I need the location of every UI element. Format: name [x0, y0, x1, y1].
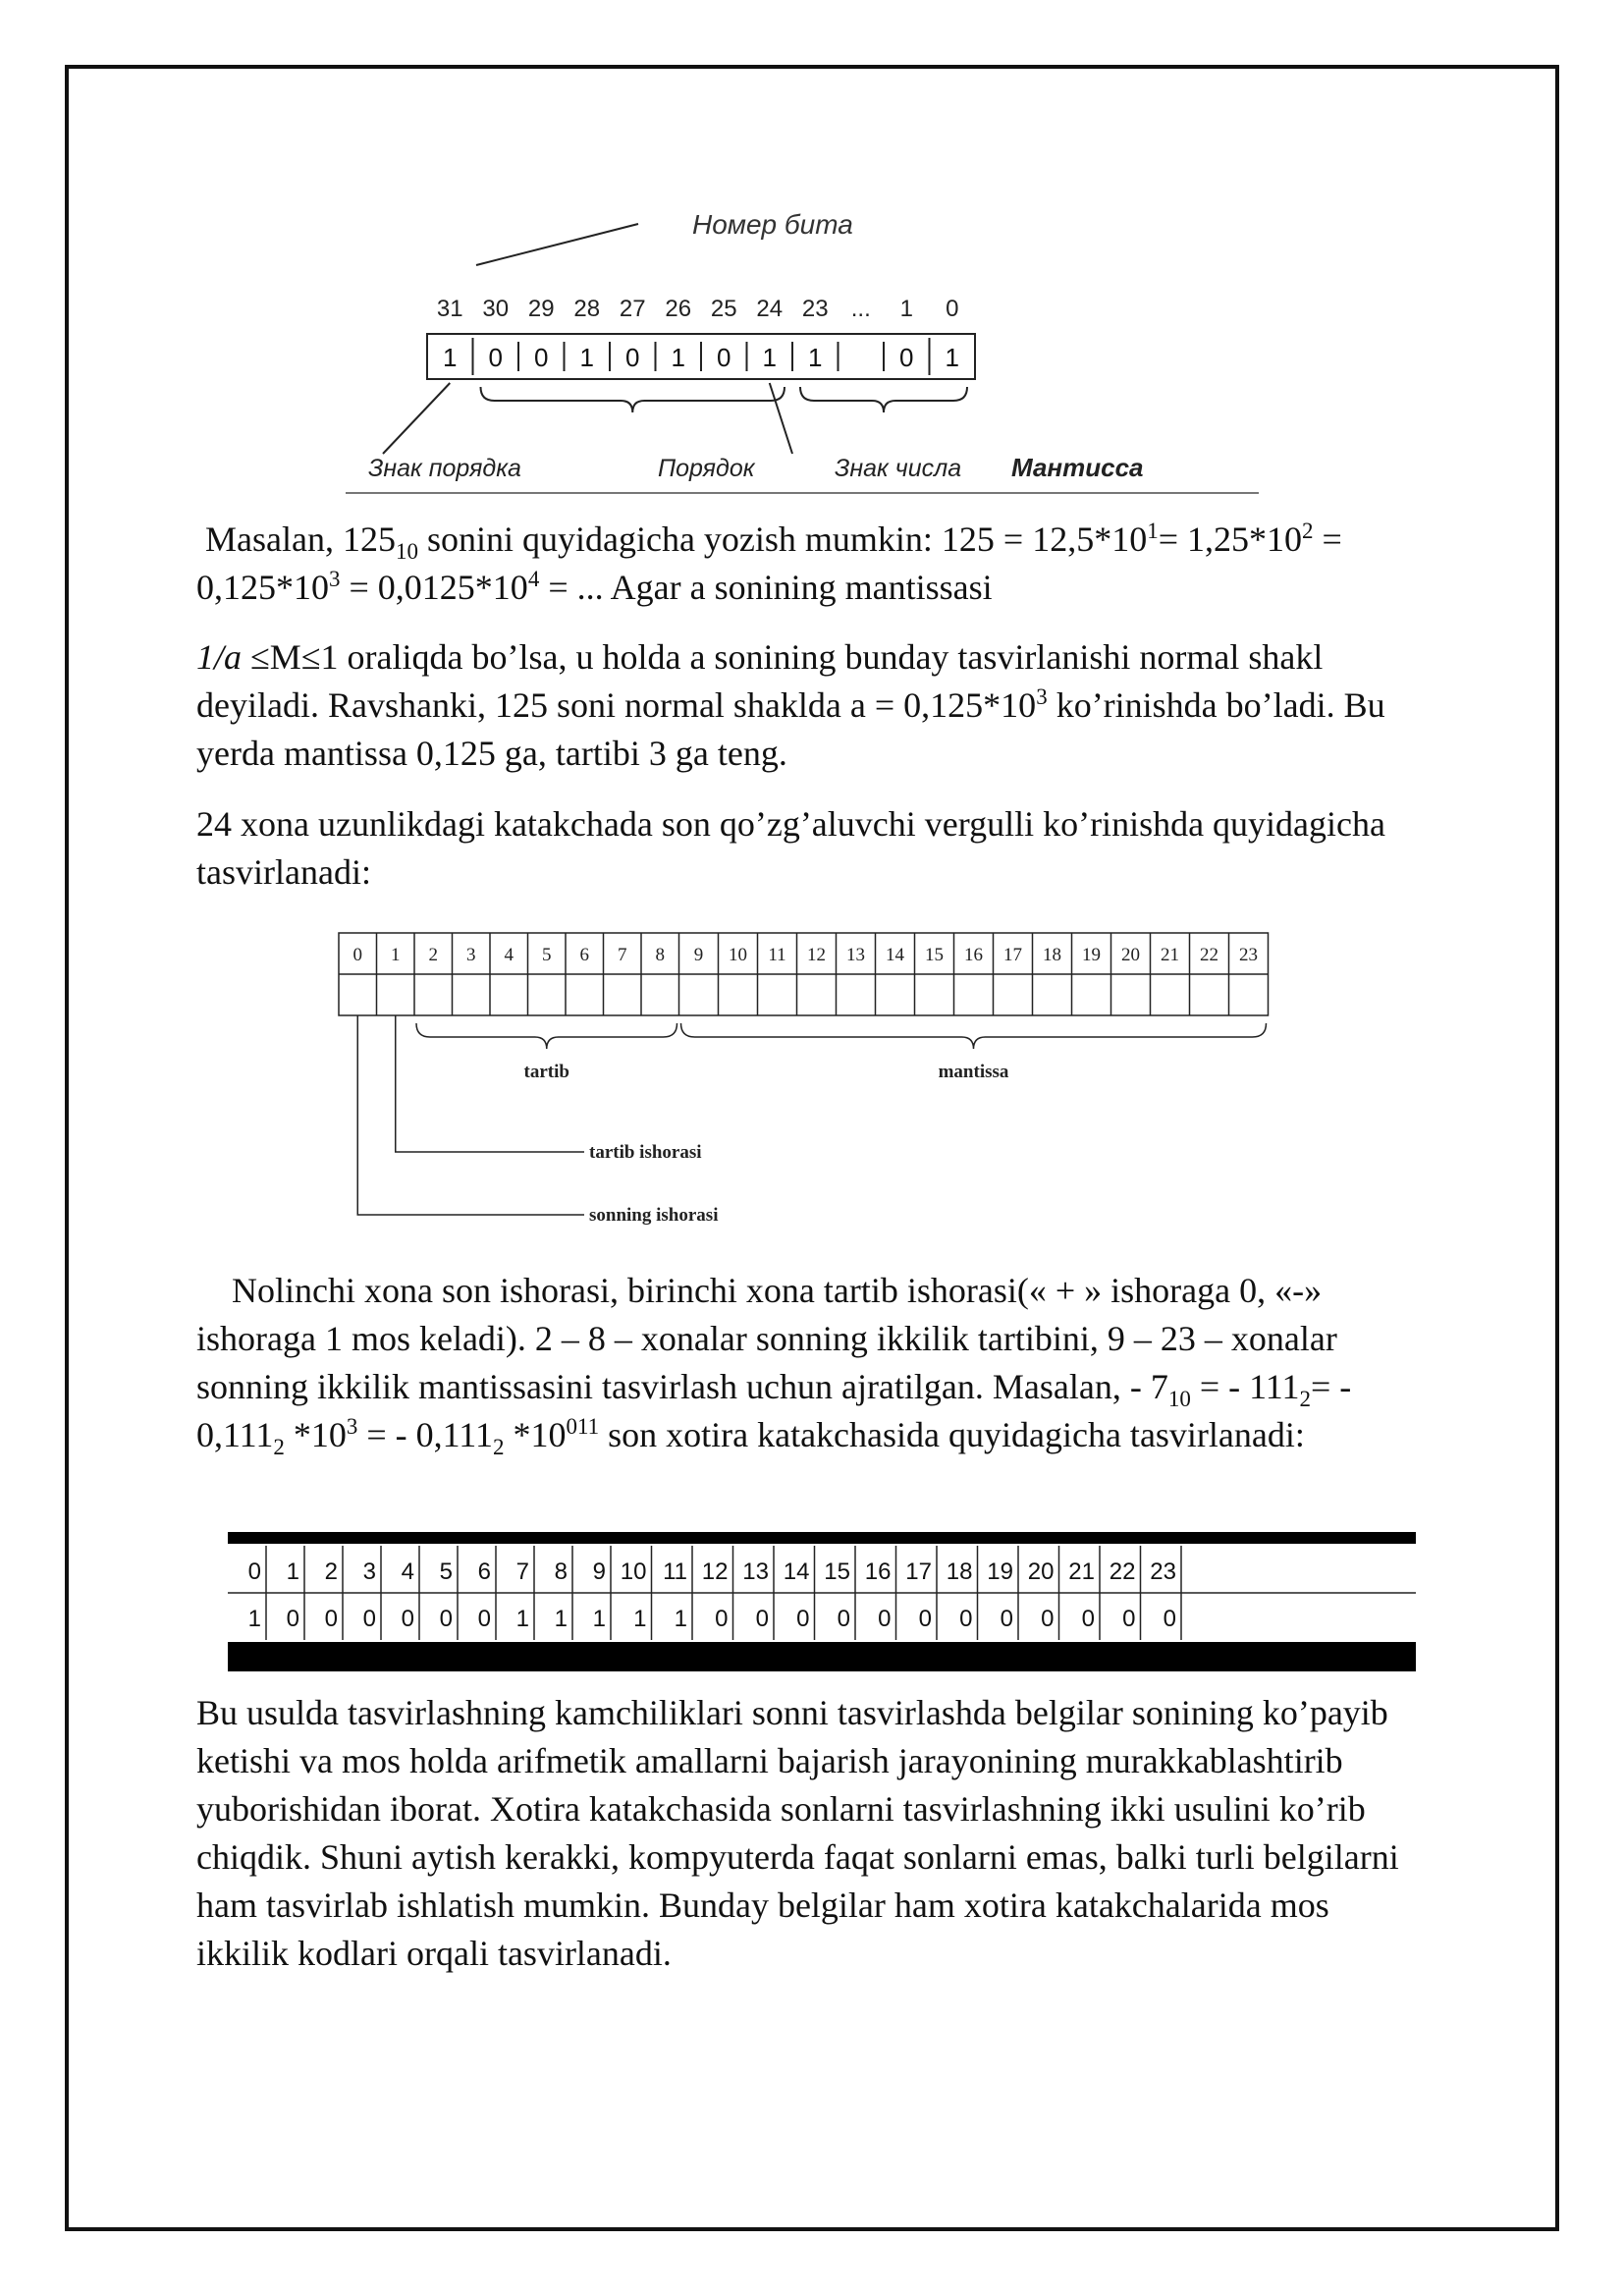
label-mantissa: mantissa	[938, 1062, 1009, 1082]
bit-number-title: Номер бита	[692, 209, 853, 240]
memory-cell-value: 0	[1041, 1606, 1055, 1632]
memory-cell-value: 0	[715, 1606, 729, 1632]
cell-number: 19	[1082, 945, 1101, 965]
bit-number: 27	[619, 296, 646, 322]
memory-cell-value: 1	[554, 1606, 568, 1632]
cell-number: 11	[768, 945, 786, 965]
cell-number: 15	[925, 945, 944, 965]
memory-cell-number: 15	[824, 1558, 850, 1585]
cell-number: 0	[352, 945, 362, 965]
paragraph-2: 1/a ≤M≤1 oraliqda bo’lsa, u holda a sonining bunday tasvirlanishi normal shakl deyiladi. Ravshanki, 125 soni normal shaklda $a = 0,125*10^3$ ko’rinishda bo’ladi. Bu yerda mantissa 0,125 ga, tartibi 3 ga teng.	[196, 637, 1385, 773]
memory-cell-number: 20	[1027, 1558, 1055, 1585]
memory-cell-value: 0	[401, 1606, 414, 1632]
cell-number: 13	[846, 945, 865, 965]
brace	[681, 1023, 1267, 1049]
bit-value: 0	[625, 343, 640, 372]
memory-cell-value: 0	[286, 1606, 299, 1632]
memory-cell-value: 0	[1163, 1606, 1176, 1632]
bit-number: 25	[710, 296, 737, 322]
cell-number: 10	[729, 945, 747, 965]
memory-cell-number: 23	[1150, 1558, 1176, 1585]
paragraph-5: Bu usulda tasvirlashning kamchiliklari sonni tasvirlashda belgilar sonining ko’payib ketishi va mos holda arifmetik amallarni bajarish jarayonining murakkablashtirib yuborishidan iborat. Xotira katakchasida sonlarni tasvirlashning ikki usulini ko’rib chiqdik. Shuni aytish kerakki, kompyuterda faqat sonlarni emas, balki turli belgilarni ham tasvirlab ishlatish mumkin. Bunday belgilar ham xotira katakchalarida mos ikkilik kodlari orqali tasvirlanadi.	[196, 1693, 1399, 1973]
bit-value: 1	[443, 343, 458, 372]
cell-number: 23	[1239, 945, 1258, 965]
cell-number: 20	[1121, 945, 1140, 965]
bit-value: 1	[808, 343, 823, 372]
paragraph-4: Nolinchi xona son ishorasi, birinchi xona tartib ishorasi(« + » ishoraga 0, «-» ishoraga 1 mos keladi). 2 – 8 – xonalar sonning ikkilik tartibini, 9 – 23 – xonalar sonning ikkilik mantissasini tasvirlash uchun ajratilgan. Masalan, - $7_{10}$ = - $111_2= - 0,111_2$ $*10^3$ = - $0,111_2$ $*10^{011}$ son xotira katakchasida quyidagicha tasvirlanadi:	[196, 1271, 1352, 1460]
bit-value: 0	[534, 343, 549, 372]
cell-number: 17	[1003, 945, 1022, 965]
cell-number: 1	[391, 945, 401, 965]
memory-cell-value: 0	[362, 1606, 376, 1632]
memory-cell-number: 6	[477, 1558, 491, 1585]
memory-cell-number: 0	[247, 1558, 261, 1585]
cell-number: 3	[466, 945, 476, 965]
bit-number: 31	[436, 296, 463, 322]
memory-cell-number: 11	[663, 1558, 687, 1585]
bit-number: 26	[665, 296, 692, 322]
bit-number: 23	[801, 296, 829, 322]
cell-number: 14	[886, 945, 904, 965]
cell-number: 4	[504, 945, 514, 965]
bit-number: ...	[850, 296, 871, 322]
memory-cell-number: 9	[592, 1558, 606, 1585]
memory-cell-value: 1	[633, 1606, 647, 1632]
bit-value: 1	[671, 343, 685, 372]
brace	[800, 387, 967, 412]
paragraph-1: Masalan, $125_{10}$ sonini quyidagicha yozish mumkin: $125 = 12,5*10^1= 1,25*10^2 = 0,125*10^3 = 0,0125*10^4$ = ... Agar a sonining mantissasi	[196, 519, 1342, 607]
memory-cell-number: 2	[324, 1558, 338, 1585]
cell-number: 16	[964, 945, 983, 965]
memory-cell-number: 7	[515, 1558, 529, 1585]
memory-cell-value: 0	[878, 1606, 892, 1632]
memory-cell-number: 10	[620, 1558, 647, 1585]
memory-cell-value: 1	[247, 1606, 261, 1632]
cell-number: 6	[579, 945, 589, 965]
bit-number: 1	[899, 296, 913, 322]
cell-number: 9	[693, 945, 704, 965]
cell-number: 21	[1161, 945, 1179, 965]
label-exponent: Порядок	[658, 455, 755, 482]
memory-cell-number: 3	[362, 1558, 376, 1585]
memory-cell-number: 18	[946, 1558, 973, 1585]
brace	[416, 1023, 677, 1049]
label-tartib: tartib	[523, 1062, 569, 1082]
memory-cell-example	[228, 1532, 1416, 1671]
memory-cell-number: 21	[1068, 1558, 1095, 1585]
label-mantissa: Мантисса	[1011, 453, 1144, 482]
bit-value: 0	[488, 343, 503, 372]
memory-cell-value: 0	[1081, 1606, 1095, 1632]
memory-cell-value: 0	[477, 1606, 491, 1632]
memory-cell-number: 16	[864, 1558, 892, 1585]
memory-cell-value: 0	[796, 1606, 810, 1632]
cell-number: 18	[1043, 945, 1061, 965]
bit-number: 0	[946, 296, 959, 322]
cell-number: 2	[428, 945, 438, 965]
bit-layout-figure	[334, 196, 1276, 501]
cell-layout-figure	[334, 928, 1306, 1242]
bit-value: 1	[762, 343, 777, 372]
bit-number: 29	[527, 296, 555, 322]
cell-number: 8	[655, 945, 665, 965]
bit-value: 0	[899, 343, 914, 372]
memory-cell-value: 1	[592, 1606, 606, 1632]
memory-cell-value: 0	[1000, 1606, 1013, 1632]
label-tartib-ishorasi: tartib ishorasi	[589, 1142, 702, 1163]
cell-number: 12	[807, 945, 826, 965]
memory-cell-number: 22	[1109, 1558, 1136, 1585]
memory-cell-number: 1	[286, 1558, 299, 1585]
label-num-sign: Знак числа	[835, 455, 962, 482]
memory-cell-value: 0	[1122, 1606, 1136, 1632]
brace	[481, 387, 785, 412]
memory-cell-number: 14	[783, 1558, 810, 1585]
memory-cell-value: 0	[439, 1606, 453, 1632]
bit-value: 1	[579, 343, 594, 372]
memory-cell-number: 19	[987, 1558, 1013, 1585]
label-sonning-ishorasi: sonning ishorasi	[589, 1205, 719, 1226]
memory-cell-number: 13	[742, 1558, 769, 1585]
paragraph-3: 24 xona uzunlikdagi katakchada son qo’zg’aluvchi vergulli ko’rinishda quyidagicha tasvirlanadi:	[196, 804, 1385, 892]
bit-number: 30	[482, 296, 510, 322]
memory-cell-value: 0	[837, 1606, 850, 1632]
memory-cell-value: 1	[674, 1606, 687, 1632]
memory-cell-number: 4	[401, 1558, 414, 1585]
bit-value: 1	[945, 343, 959, 372]
cell-number: 22	[1200, 945, 1218, 965]
memory-cell-value: 0	[755, 1606, 769, 1632]
memory-cell-value: 1	[515, 1606, 529, 1632]
cell-number: 7	[618, 945, 627, 965]
label-exp-sign: Знак порядка	[368, 455, 521, 482]
cell-number: 5	[542, 945, 552, 965]
bit-number: 28	[573, 296, 601, 322]
bit-value: 0	[717, 343, 731, 372]
memory-cell-number: 12	[701, 1558, 729, 1585]
memory-cell-value: 0	[918, 1606, 932, 1632]
memory-cell-value: 0	[959, 1606, 973, 1632]
memory-cell-number: 5	[439, 1558, 453, 1585]
bit-number: 24	[756, 296, 784, 322]
memory-cell-number: 8	[554, 1558, 568, 1585]
memory-cell-value: 0	[324, 1606, 338, 1632]
memory-cell-number: 17	[905, 1558, 932, 1585]
